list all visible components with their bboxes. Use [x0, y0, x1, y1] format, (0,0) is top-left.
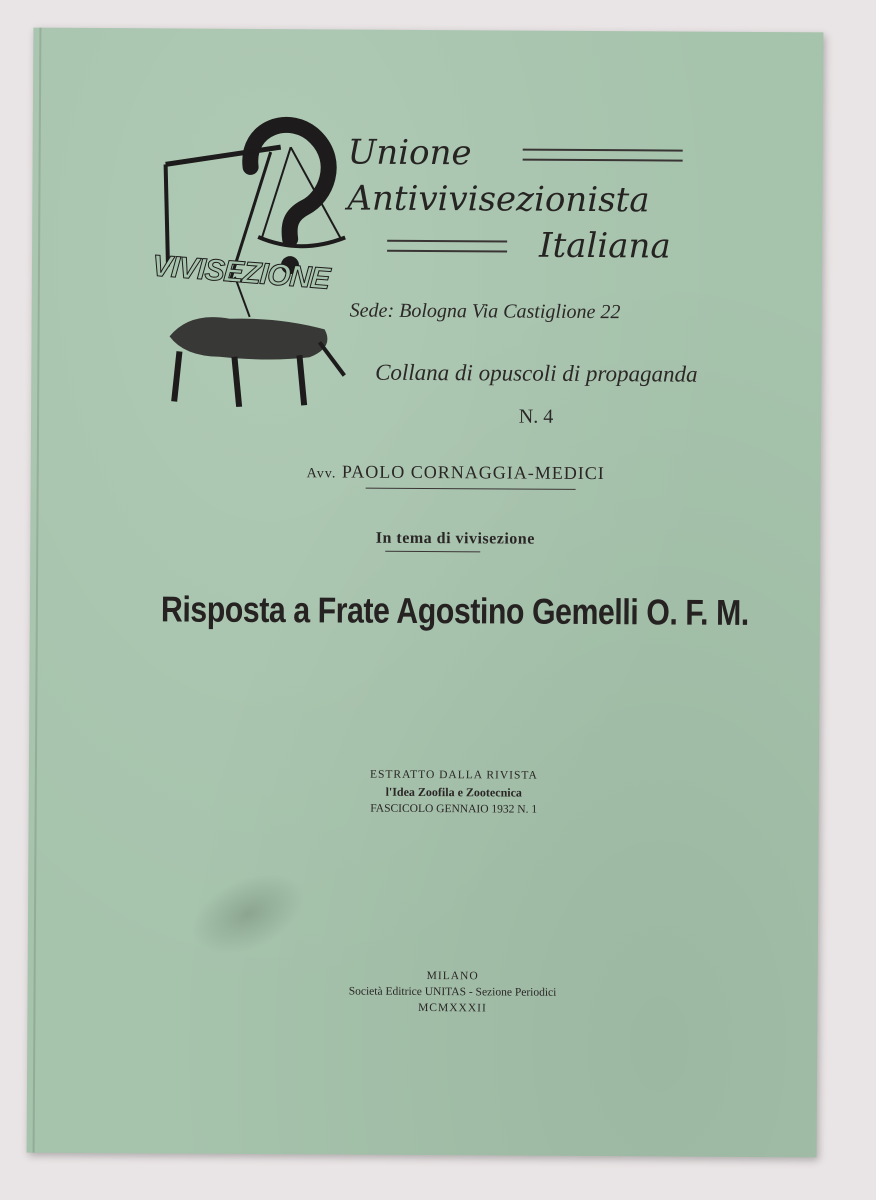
- extract-note: [59, 765, 849, 821]
- org-line-1: Unione: [348, 130, 728, 178]
- author-line: [61, 460, 851, 486]
- publisher-city: MILANO: [426, 970, 479, 983]
- main-title: Risposta a Frate Agostino Gemelli O. F. M.: [160, 588, 749, 633]
- publisher-name: Società Editrice UNITAS - Sezione Periodici: [348, 985, 557, 999]
- paper-stain: [179, 857, 317, 971]
- author-name: PAOLO CORNAGGIA-MEDICI: [341, 461, 605, 484]
- booklet-cover: [27, 28, 824, 1158]
- spine-fold: [33, 28, 42, 1153]
- org-line-2: Antivivisezionista: [347, 178, 650, 221]
- logo-word: VIVISEZIONE: [151, 249, 331, 296]
- decorative-rule: [523, 149, 683, 162]
- publication-year: MCMXXXII: [418, 1001, 487, 1015]
- series-number: N. 4: [518, 405, 554, 428]
- org-line-3: Italiana: [347, 222, 727, 270]
- series-title: Collana di opuscoli di propaganda: [375, 359, 698, 387]
- headquarters-address: Sede: Bologna Via Castiglione 22: [349, 299, 621, 324]
- subtitle: In tema di vivisezione: [375, 529, 535, 548]
- vivisection-logo: [149, 106, 351, 407]
- extract-line-3: FASCICOLO GENNAIO 1932 N. 1: [370, 802, 538, 816]
- author-prefix: Avv.: [306, 466, 337, 482]
- decorative-rule: [387, 240, 507, 253]
- extract-line-2: l'Idea Zoofila e Zootecnica: [385, 784, 522, 800]
- publisher-block: [57, 966, 847, 1019]
- subtitle-underline: [385, 551, 480, 553]
- extract-line-1: ESTRATTO DALLA RIVISTA: [369, 768, 538, 782]
- organization-name: [347, 130, 728, 270]
- author-underline: [366, 488, 576, 490]
